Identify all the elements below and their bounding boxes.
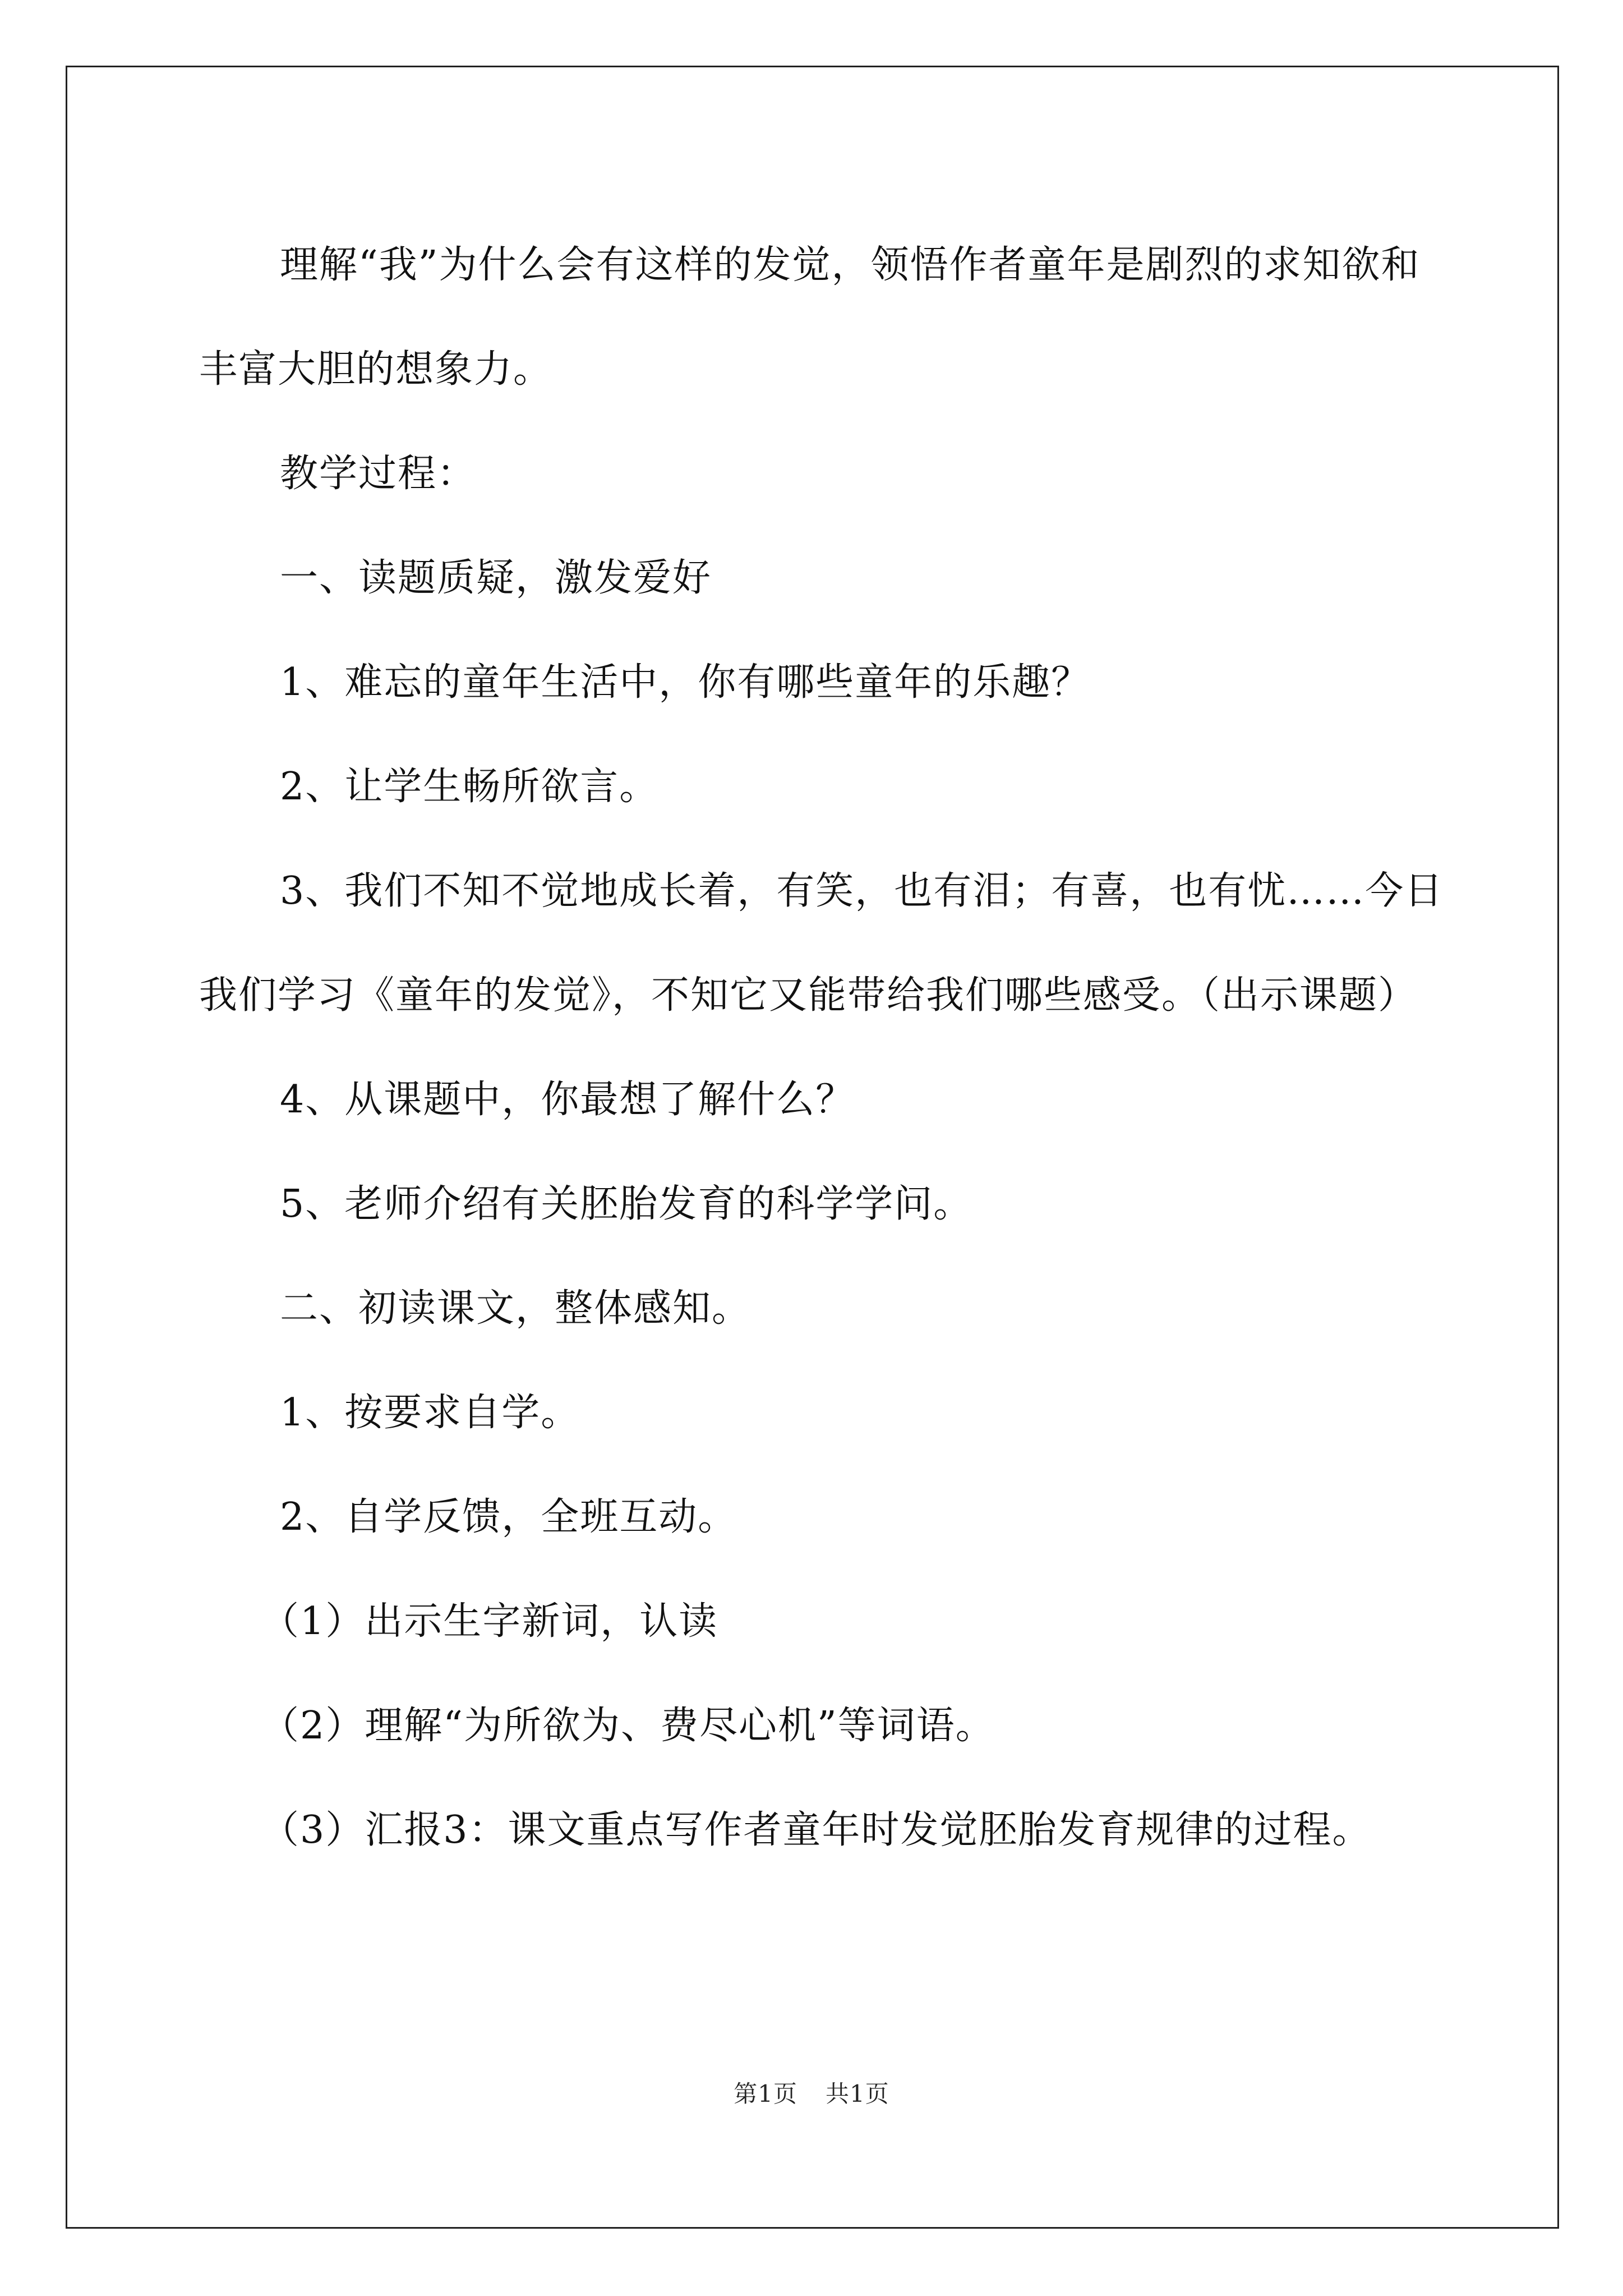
sub-list-item: （2）理解“为所欲为、费尽心机”等词语。 <box>261 1704 995 1748</box>
page-footer <box>0 2076 1623 2109</box>
list-item: 2、自学反馈，全班互动。 <box>280 1495 737 1539</box>
section-heading-two: 二、初读课文，整体感知。 <box>280 1286 751 1331</box>
list-item: 5、老师介绍有关胚胎发育的科学学问。 <box>280 1182 973 1226</box>
section-heading-one: 一、读题质疑，激发爱好 <box>280 556 712 600</box>
list-item: 4、从课题中，你最想了解什么？ <box>280 1078 855 1122</box>
list-item: 1、难忘的童年生活中，你有哪些童年的乐趣？ <box>280 660 1091 705</box>
list-item: 2、让学生畅所欲言。 <box>280 765 659 809</box>
paragraph-teaching-process-heading: 教学过程： <box>280 452 477 496</box>
page-total: 共1页 <box>826 2080 889 2108</box>
page-number: 第1页 <box>734 2080 797 2108</box>
sub-list-item: （3）汇报3：课文重点写作者童年时发觉胚胎发育规律的过程。 <box>261 1808 1372 1852</box>
document-body <box>199 213 1444 1883</box>
paragraph-objective: 理解“我”为什么会有这样的发觉，领悟作者童年是剧烈的求知欲和丰富大胆的想象力。 <box>199 243 1421 392</box>
list-item: 1、按要求自学。 <box>280 1391 580 1435</box>
sub-list-item: （1）出示生字新词，认读 <box>261 1599 718 1644</box>
list-item: 3、我们不知不觉地成长着，有笑，也有泪；有喜，也有忧……今日我们学习《童年的发觉》，不知它又能带给我们哪些感受。（出示课题） <box>199 869 1444 1018</box>
